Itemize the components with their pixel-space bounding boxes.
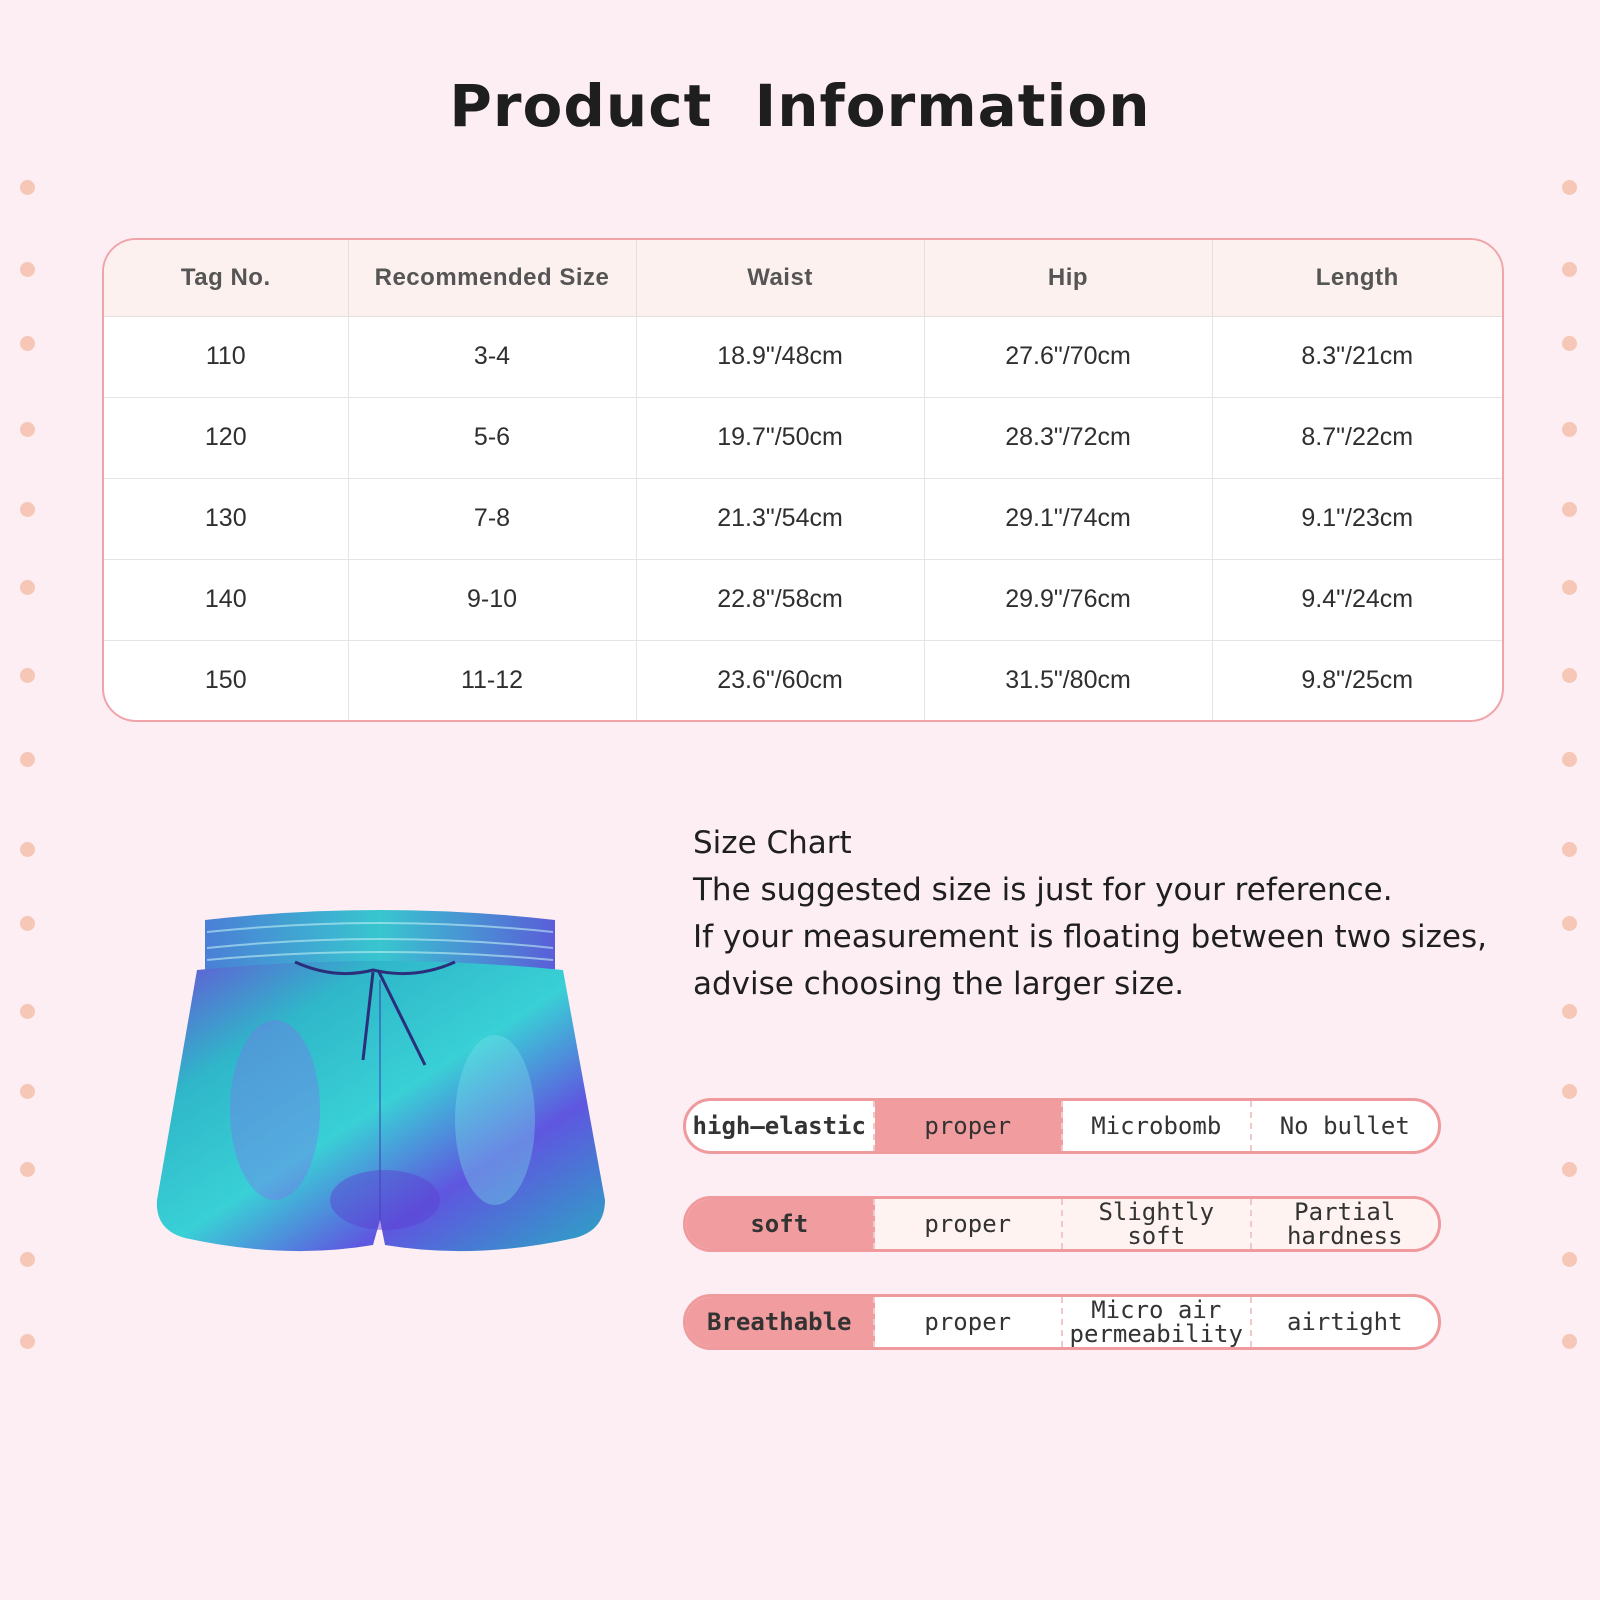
notes-line: If your measurement is floating between two sizes, [693,919,1487,955]
rating-option-selected: soft [686,1199,875,1249]
notes-line: The suggested size is just for your reference. [693,872,1393,908]
size-table [102,238,1504,722]
rating-row-breathability [683,1294,1441,1350]
cell-hip: 29.1"/74cm [924,478,1212,559]
cell-recommended-size: 11-12 [348,640,636,720]
metallic-shorts-image [135,900,625,1290]
cell-hip: 27.6"/70cm [924,317,1212,398]
cell-length: 9.4"/24cm [1212,559,1502,640]
table-row [104,478,1502,559]
cell-tag-no: 130 [104,478,348,559]
decor-dot [1562,422,1577,437]
header-hip: Hip [924,240,1212,317]
decor-dot [20,502,35,517]
header-tag-no: Tag No. [104,240,348,317]
decor-dot [1562,262,1577,277]
decor-dot [20,1004,35,1019]
decor-dot [20,668,35,683]
rating-option: proper [875,1199,1064,1249]
rating-option: airtight [1286,1308,1403,1336]
decor-dot [20,336,35,351]
cell-waist: 22.8"/58cm [636,559,924,640]
page-title: Product Information [449,72,1151,140]
decor-dot [1562,180,1577,195]
cell-hip: 28.3"/72cm [924,397,1212,478]
decor-dot [1562,1084,1577,1099]
cell-length: 9.1"/23cm [1212,478,1502,559]
right-dot-border [1562,0,1582,1600]
decor-dot [20,180,35,195]
decor-dot [20,842,35,857]
cell-waist: 21.3"/54cm [636,478,924,559]
decor-dot [20,1162,35,1177]
decor-dot [20,580,35,595]
decor-dot [1562,1162,1577,1177]
size-chart-notes [693,820,1553,1008]
decor-dot [1562,336,1577,351]
decor-dot [1562,1252,1577,1267]
decor-dot [1562,752,1577,767]
decor-dot [1562,1334,1577,1349]
header-recommended-size: Recommended Size [348,240,636,317]
cell-length: 8.7"/22cm [1212,397,1502,478]
cell-recommended-size: 5-6 [348,397,636,478]
header-length: Length [1212,240,1502,317]
notes-heading: Size Chart [693,825,852,861]
decor-dot [20,916,35,931]
size-table-header-row [104,240,1502,317]
cell-length: 9.8"/25cm [1301,665,1414,694]
left-dot-border [20,0,40,1600]
rating-option: proper [875,1297,1064,1347]
cell-recommended-size: 7-8 [348,478,636,559]
rating-option-selected: proper [875,1101,1064,1151]
cell-waist: 18.9"/48cm [636,317,924,398]
decor-dot [1562,1004,1577,1019]
cell-tag-no: 150 [104,640,348,720]
cell-recommended-size: 9-10 [348,559,636,640]
rating-option: Micro air permeability [1063,1297,1252,1347]
rating-option: Partial hardness [1252,1199,1439,1249]
cell-recommended-size: 3-4 [348,317,636,398]
cell-tag-no: 110 [104,317,348,398]
rating-option: Microbomb [1063,1101,1252,1151]
decor-dot [1562,842,1577,857]
rating-option: No bullet [1279,1112,1410,1140]
rating-row-elasticity [683,1098,1441,1154]
table-row [104,640,1502,720]
table-row [104,397,1502,478]
cell-tag-no: 120 [104,397,348,478]
cell-hip: 31.5"/80cm [924,640,1212,720]
decor-dot [1562,668,1577,683]
decor-dot [20,752,35,767]
cell-waist: 23.6"/60cm [636,640,924,720]
rating-option-selected: Breathable [686,1297,875,1347]
decor-dot [20,1084,35,1099]
decor-dot [20,422,35,437]
cell-length: 8.3"/21cm [1212,317,1502,398]
decor-dot [20,1334,35,1349]
header-waist: Waist [636,240,924,317]
cell-tag-no: 140 [104,559,348,640]
rating-option: high—elastic [686,1101,875,1151]
decor-dot [1562,916,1577,931]
rating-option: Slightly soft [1063,1199,1252,1249]
notes-line: advise choosing the larger size. [693,966,1185,1002]
table-row [104,559,1502,640]
table-row [104,317,1502,398]
decor-dot [20,1252,35,1267]
cell-hip: 29.9"/76cm [924,559,1212,640]
decor-dot [1562,502,1577,517]
rating-row-softness [683,1196,1441,1252]
decor-dot [20,262,35,277]
cell-waist: 19.7"/50cm [636,397,924,478]
decor-dot [1562,580,1577,595]
